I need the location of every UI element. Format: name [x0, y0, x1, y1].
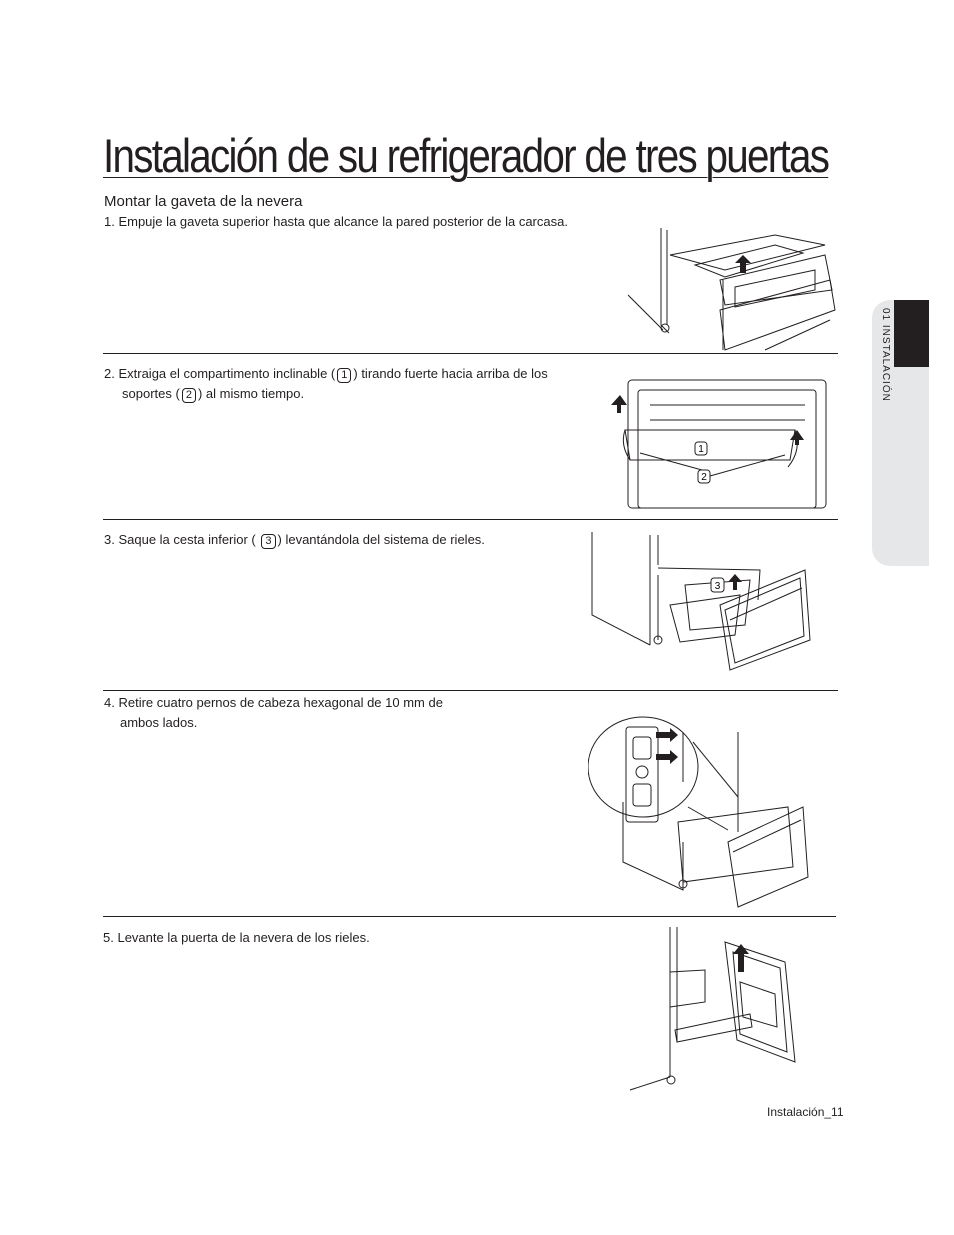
divider — [103, 690, 838, 691]
step-4-line1: Retire cuatro pernos de cabeza hexagonal de 10 mm de — [118, 695, 443, 710]
step-3-number: 3. — [104, 532, 115, 547]
step-4-text — [104, 693, 443, 733]
step-4-line2: ambos lados. — [120, 715, 198, 730]
side-tab-label: 01 INSTALACIÓN — [880, 308, 891, 402]
figure-label-1: 1 — [698, 444, 704, 455]
figure-step-4 — [588, 712, 813, 910]
section-heading: Montar la gaveta de la nevera — [104, 193, 303, 210]
figure-label-3: 3 — [714, 581, 721, 592]
callout-3: 3 — [261, 534, 275, 549]
callout-2: 2 — [182, 388, 196, 403]
figure-step-5 — [625, 922, 800, 1094]
step-2-text — [104, 364, 548, 404]
step-2-line2-b: ) al mismo tiempo. — [197, 386, 305, 401]
step-2-line2-a: soportes ( — [122, 386, 180, 401]
step-3-text-b: ) levantándola del sistema de rieles. — [277, 532, 485, 547]
step-1-text: 1. Empuje la gaveta superior hasta que alcance la pared posterior de la carcasa. — [104, 214, 568, 229]
divider — [103, 916, 836, 917]
step-2-line1-a: Extraiga el compartimento inclinable ( — [118, 366, 336, 381]
step-3-text-a: Saque la cesta inferior ( — [118, 532, 256, 547]
step-4-number: 4. — [104, 695, 115, 710]
step-2-line1-b: ) tirando fuerte hacia arriba de los — [353, 366, 548, 381]
divider — [103, 519, 838, 520]
page-footer: Instalación_11 — [767, 1105, 844, 1119]
figure-step-2 — [610, 375, 830, 510]
figure-label-2: 2 — [701, 472, 707, 483]
step-5-number: 5. — [103, 930, 114, 945]
divider — [103, 353, 838, 354]
callout-1: 1 — [337, 368, 351, 383]
step-3-text — [104, 530, 485, 550]
figure-step-3 — [590, 530, 815, 675]
side-tab-marker — [894, 300, 929, 367]
step-5-text-body: Levante la puerta de la nevera de los rieles. — [117, 930, 370, 945]
step-2-number: 2. — [104, 366, 115, 381]
figure-step-1 — [625, 225, 840, 355]
step-5-text — [103, 928, 370, 948]
page-title: Instalación de su refrigerador de tres puertas — [103, 129, 829, 182]
